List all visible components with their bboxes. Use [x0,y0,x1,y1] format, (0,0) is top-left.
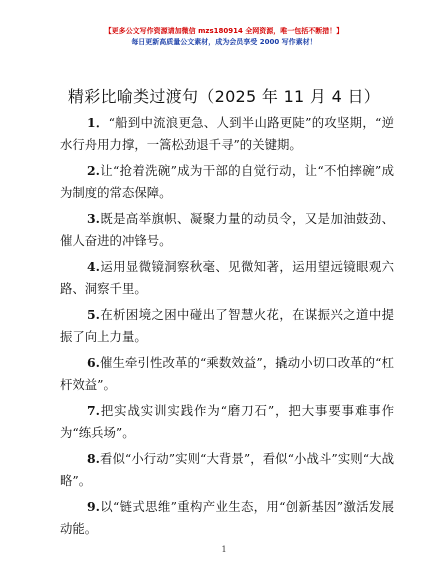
list-item [60,448,394,492]
document-title: 精彩比喻类过渡句（2025 年 11 月 4 日） [67,87,381,106]
list-item [60,352,394,396]
promo-banner [0,26,448,48]
item-text: “船到中流浪更急、人到半山路更陡”的攻坚期，“逆水行舟用力撑，一篙松劲退千寻”的关键期。 [60,115,394,152]
list-item [60,160,394,204]
list-item [60,256,394,300]
item-text: 催生牵引性改革的“乘数效益”，撬动小切口改革的“杠杆效益”。 [60,355,394,392]
item-number: 7. [87,403,100,418]
item-number: 9. [87,499,100,514]
page-number: 1 [221,545,227,554]
sentence-list [60,112,394,544]
item-number: 2. [87,163,100,178]
item-number: 6. [87,355,100,370]
promo-banner-line-1: 【更多公文写作资源请加微信 mzs180914 全网资源，唯一包括不断措！】 [104,27,344,35]
list-item [60,496,394,540]
item-text: 既是高举旗帜、凝聚力量的动员令，又是加油鼓劲、催人奋进的冲锋号。 [60,211,394,248]
promo-banner-line-2: 每日更新高质量公文素材，成为会员享受 2000 写作素材！ [131,38,317,46]
list-item [60,400,394,444]
item-text: 把实战实训实践作为“磨刀石”，把大事要事难事作为“练兵场”。 [60,403,394,440]
item-text: 以“链式思维”重构产业生态，用“创新基因”激活发展动能。 [60,499,394,536]
item-text: 运用显微镜洞察秋毫、见微知著，运用望远镜眼观六路、洞察千里。 [60,259,394,296]
list-item [60,208,394,252]
list-item [60,304,394,348]
item-text: 让“抢着洗碗”成为干部的自觉行动，让“不怕摔碗”成为制度的常态保障。 [60,163,394,200]
item-number: 8. [87,451,100,466]
item-number: 4. [87,259,100,274]
list-item [60,112,394,156]
item-number: 3. [87,211,100,226]
item-number: 1． [87,115,109,130]
item-text: 看似“小行动”实则“大背景”，看似“小战斗”实则“大战略”。 [60,451,394,488]
item-text: 在析困境之困中碰出了智慧火花，在谋振兴之道中提振了向上力量。 [60,307,394,344]
item-number: 5. [87,307,100,322]
